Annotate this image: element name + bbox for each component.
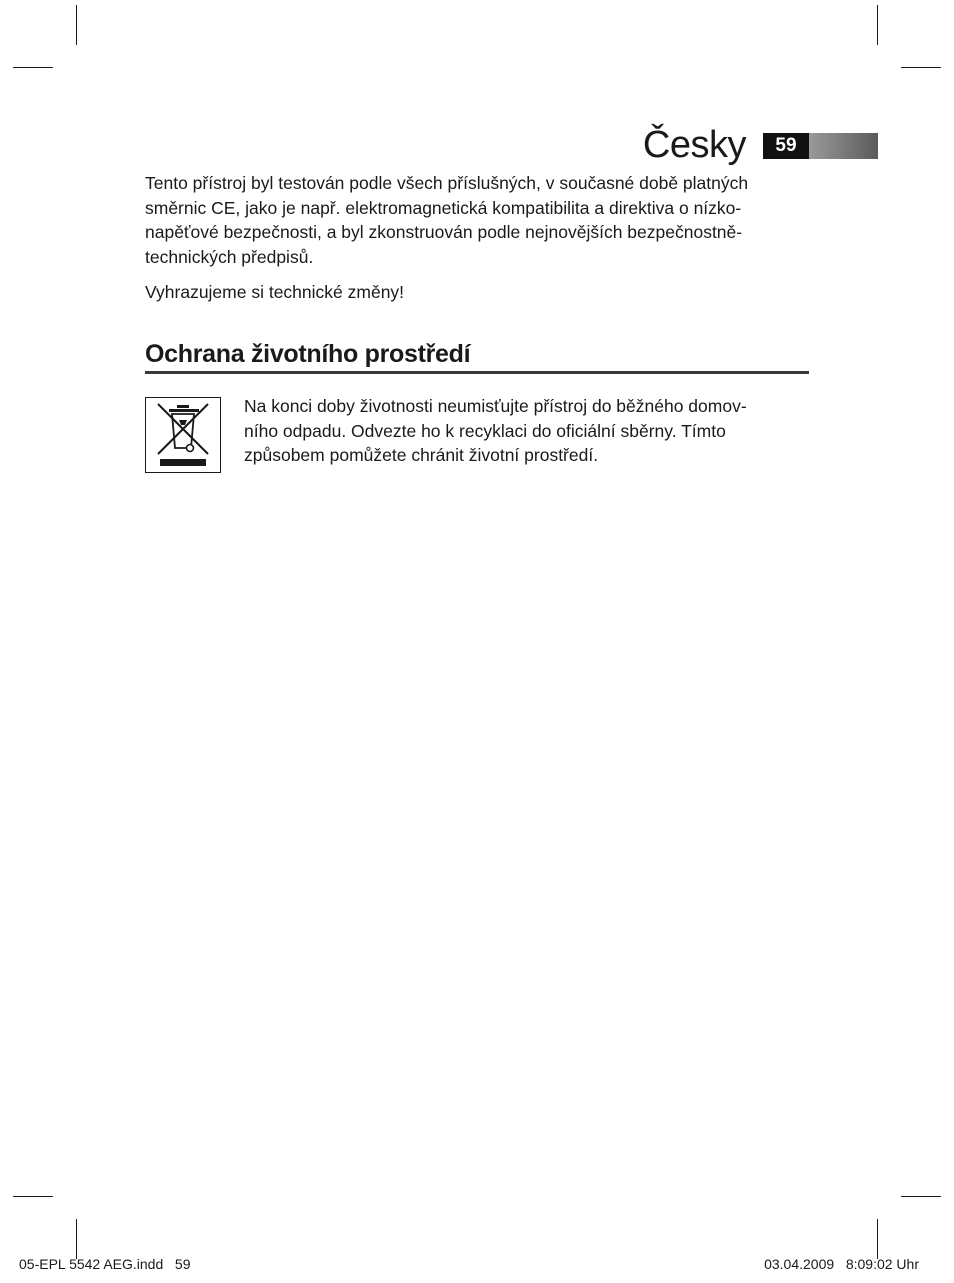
weee-crossed-bin-icon <box>145 397 221 473</box>
section-heading: Ochrana životního prostředí <box>145 340 471 368</box>
intro-line: Tento přístroj byl testován podle všech příslušných, v současné době platných <box>145 173 749 193</box>
intro-line: technických předpisů. <box>145 246 314 267</box>
section-divider <box>145 371 809 374</box>
header-gradient-bar <box>809 133 878 159</box>
crop-mark <box>877 5 878 45</box>
crop-mark <box>901 1196 941 1197</box>
crop-mark <box>76 1219 77 1259</box>
footer-file-info: 05-EPL 5542 AEG.indd 59 <box>19 1256 191 1272</box>
environment-line: ního odpadu. Odvezte ho k recyklaci do oficiální sběrny. Tímto <box>244 420 726 441</box>
intro-line: napěťové bezpečnosti, a byl zkonstruován podle nejnovějších bezpečnostně- <box>145 222 743 242</box>
environment-paragraph <box>244 394 814 468</box>
crop-mark <box>13 67 53 68</box>
reservation-text: Vyhrazujeme si technické změny! <box>145 282 405 302</box>
reservation-note <box>145 280 815 305</box>
crop-mark <box>901 67 941 68</box>
environment-line: Na konci doby životnosti neumisťujte přístroj do běžného domov- <box>244 396 747 416</box>
environment-line: způsobem pomůžete chránit životní prostředí. <box>244 445 599 465</box>
crop-mark <box>76 5 77 45</box>
intro-paragraph <box>145 171 815 269</box>
page-title: Česky <box>642 124 746 166</box>
crop-mark <box>877 1219 878 1259</box>
crop-mark <box>13 1196 53 1197</box>
page-number-badge: 59 <box>763 133 809 159</box>
intro-line: směrnic CE, jako je např. elektromagnetická kompatibilita a direktiva o nízko- <box>145 197 742 218</box>
footer-timestamp: 03.04.2009 8:09:02 Uhr <box>764 1256 919 1272</box>
